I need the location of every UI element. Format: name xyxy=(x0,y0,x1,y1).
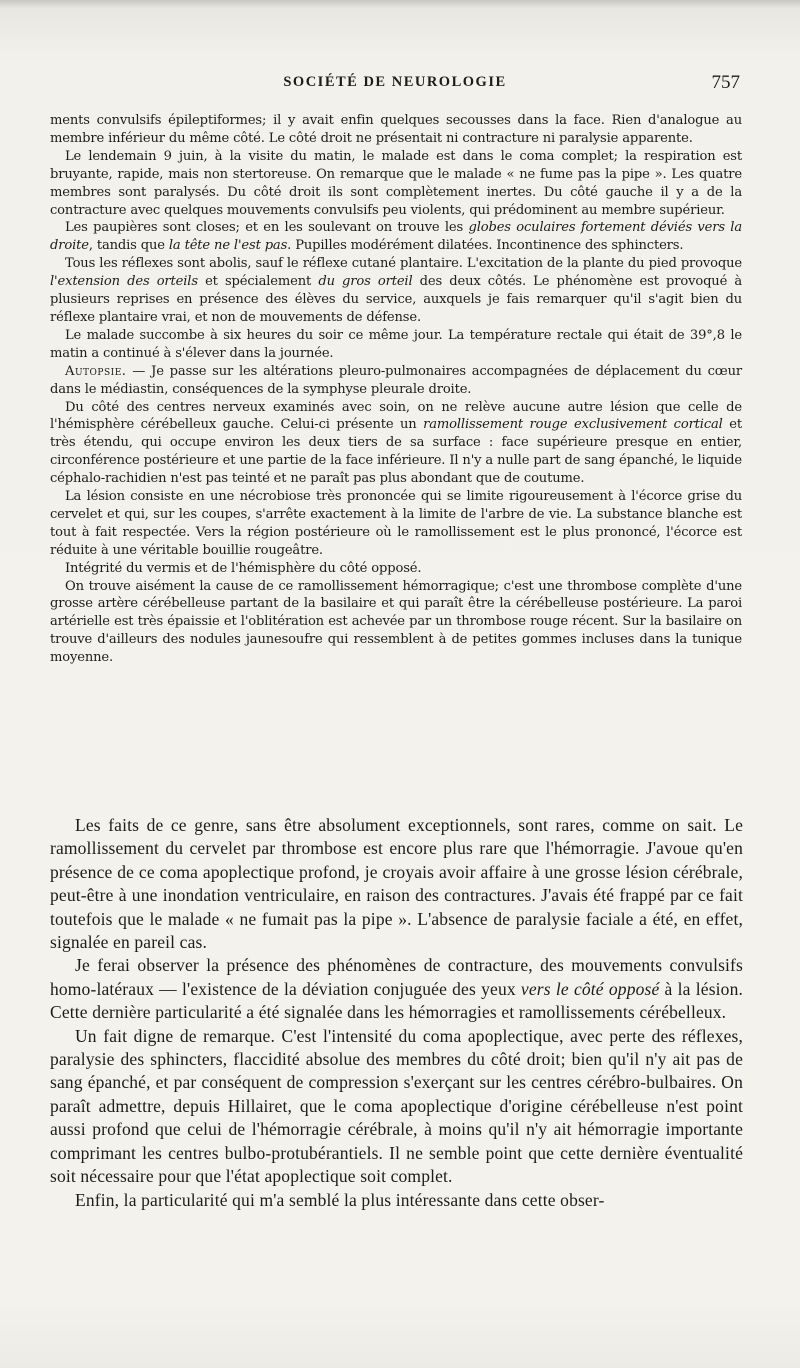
paragraph-commentary-3: Un fait digne de remarque. C'est l'intensité du coma apoplectique, avec perte des réflexes, paralysie des sphincters, flaccidité absolue des membres du côté droit; bien qu'il n'y ait pas de sang épanché, et par conséquent de compression s'exerçant sur les centres cérébro-bulbaires. On paraît admettre, depuis Hillairet, que le coma apoplectique d'origine cérébelleuse n'est point aussi profond que celui de l'hémorragie cérébrale, à moins qu'il n'y ait hémorragie importante comprimant les centres bulbo-protubérantiels. Il ne semble point que cette dernière éventualité soit nécessaire pour que l'état apoplectique soit complet. xyxy=(50,1025,743,1187)
paragraph-case-10: On trouve aisément la cause de ce ramollissement hémorragique; c'est une thrombose complète d'une grosse artère cérébelleuse partant de la basilaire et qui paraît être la cérébelleuse postérieure. La paroi artérielle est très épaissie et l'oblitération est achevée par un thrombose rouge récent. Sur la basilaire on trouve d'ailleurs des nodules jaunesoufre qui ressemblent à de petites gommes incluses dans la tunique moyenne. xyxy=(50,578,742,666)
paragraph-case-4: Tous les réflexes sont abolis, sauf le réflexe cutané plantaire. L'excitation de la plante du pied provoque l'extension des orteils et spécialement du gros orteil des deux côtés. Le phénomène est provoqué à plusieurs reprises en présence des élèves du service, auxquels je fais remarquer qu'il s'agit bien du réflexe plantaire vrai, et non de mouvements de défense. xyxy=(50,256,743,325)
paragraph-case-5: Le malade succombe à six heures du soir ce même jour. La température rectale qui était de 39°,8 le matin a continué à s'élever dans la journée. xyxy=(50,327,742,361)
paragraph-case-8: La lésion consiste en une nécrobiose très prononcée qui se limite rigoureusement à l'écorce grise du cervelet et qui, sur les coupes, s'arrête exactement à la limite de l'arbre de vie. La substance blanche est tout à fait respectée. Vers la région postérieure où le ramollissement est le plus prononcé, l'écorce est réduite à une véritable bouillie rougeâtre. xyxy=(50,489,742,558)
italic-phrase: ramollissement rouge exclusivement cortical xyxy=(423,417,723,433)
italic-phrase: la tête ne l'est pas xyxy=(168,238,288,254)
paragraph-autopsy: Autopsie. — Je passe sur les altérations pleuro-pulmonaires accompagnées de déplacement du cœur dans le médiastin, conséquences de la symphyse pleurale droite. xyxy=(50,363,742,397)
paragraph-case-1: ments convulsifs épileptiformes; il y avait enfin quelques secousses dans la face. Rien d'analogue au membre inférieur du même côté. Le côté droit ne présentait ni contracture ni paralysie apparente. xyxy=(50,113,742,146)
italic-phrase: vers le côté opposé xyxy=(520,978,660,999)
paragraph-case-9: Intégrité du vermis et de l'hémisphère du côté opposé. xyxy=(65,560,422,576)
page-number: 757 xyxy=(711,72,740,93)
autopsy-label: Autopsie. xyxy=(65,363,127,379)
paragraph-commentary-2: Je ferai observer la présence des phénomènes de contracture, des mouvements convulsifs homo-latéraux — l'existence de la déviation conjuguée des yeux vers le côté opposé à la lésion. Cette dernière particularité a été signalée dans les hémorragies et ramollissements cérébelleux. xyxy=(50,955,743,1023)
paragraph-case-3: Les paupières sont closes; et en les soulevant on trouve les globes oculaires fortement déviés vers la droite, tandis que la tête ne l'est pas. Pupilles modérément dilatées. Incontinence des sphincters. xyxy=(50,220,742,254)
running-header xyxy=(50,72,740,96)
italic-phrase: l'extension des orteils xyxy=(50,274,198,290)
case-report-small-print xyxy=(50,112,742,667)
scan-edge-shadow xyxy=(0,0,800,8)
italic-phrase: du gros orteil xyxy=(318,274,413,290)
running-title: SOCIÉTÉ DE NEUROLOGIE xyxy=(283,74,507,90)
italic-phrase: globes oculaires fortement déviés vers la droite xyxy=(50,220,742,254)
paragraph-case-7: Du côté des centres nerveux examinés avec soin, on ne relève aucune autre lésion que celle de l'hémisphère cérébelleux gauche. Celui-ci présente un ramollissement rouge exclusivement cortical et très étendu, qui occupe environ les deux tiers de sa surface : face supérieure presque en entier, circonférence postérieure et une partie de la face inférieure. Il n'y a nulle part de sang épanché, le liquide céphalo-rachidien n'est pas teinté et ne paraît pas plus abondant que de coutume. xyxy=(50,399,743,487)
paragraph-commentary-4: Enfin, la particularité qui m'a semblé la plus intéressante dans cette obser- xyxy=(75,1189,605,1210)
paragraph-commentary-1: Les faits de ce genre, sans être absolument exceptionnels, sont rares, comme on sait. Le ramollissement du cervelet par thrombose est encore plus rare que l'hémorragie. J'avoue qu'en présence de ce coma apoplectique profond, je croyais avoir affaire à une grosse lésion cérébrale, peut-être à une inondation ventriculaire, en raison des contractures. J'avais été frappé par ce fait toutefois que le malade « ne fumait pas la pipe ». L'absence de paralysie faciale a été, en effet, signalée en pareil cas. xyxy=(50,815,743,953)
commentary-body-text xyxy=(50,814,743,1212)
paragraph-case-2: Le lendemain 9 juin, à la visite du matin, le malade est dans le coma complet; la respiration est bruyante, rapide, mais non stertoreuse. On remarque que le malade « ne fume pas la pipe ». Les quatre membres sont paralysés. Du côté droit ils sont complètement inertes. Du côté gauche il y a de la contracture avec quelques mouvements convulsifs peu violents, qui prédominent au membre supérieur. xyxy=(50,148,742,218)
